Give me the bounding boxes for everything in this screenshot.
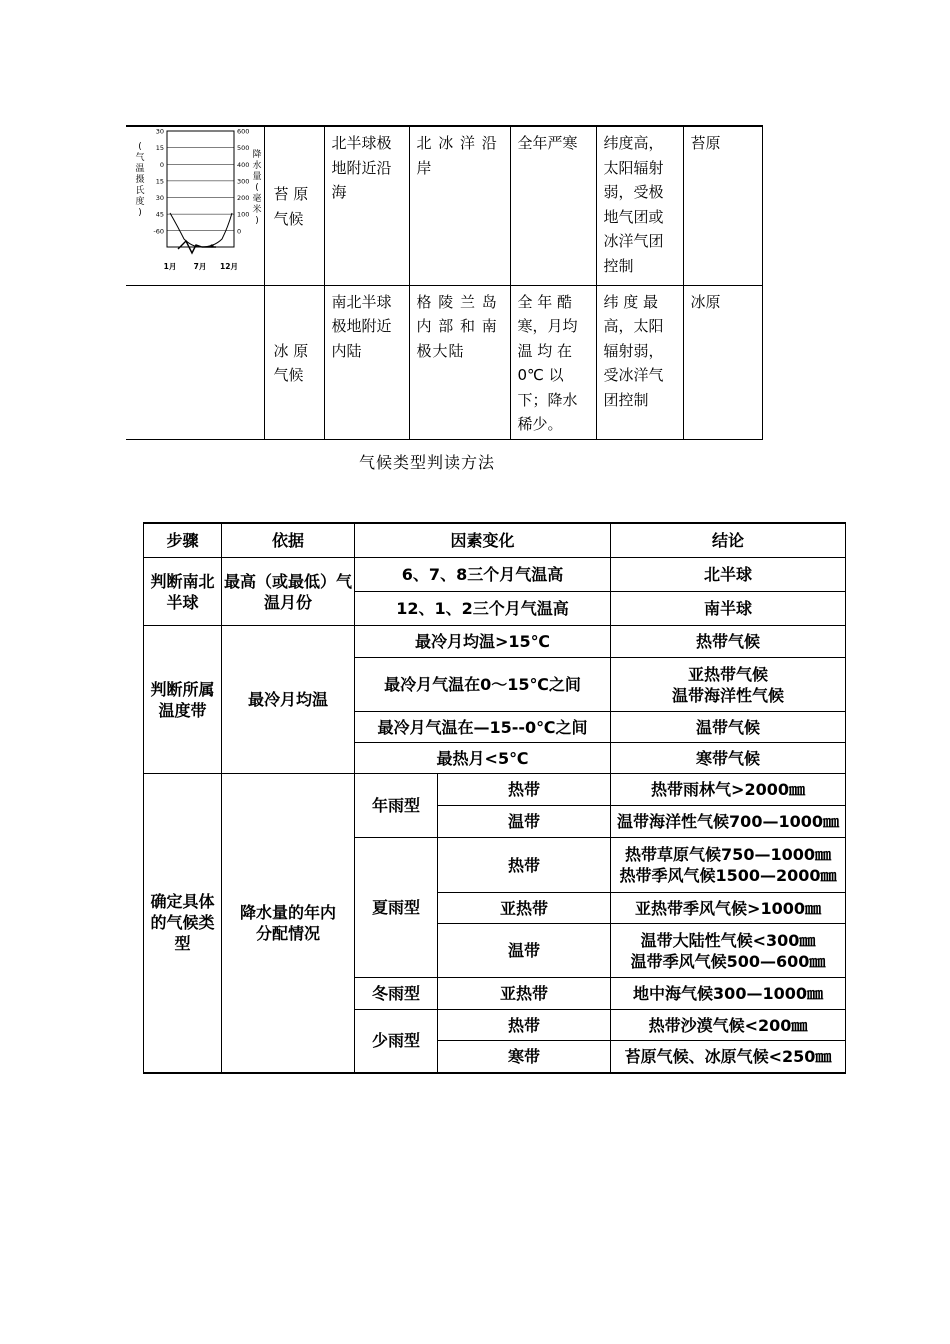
step-hemisphere: 判断南北半球 <box>144 558 222 626</box>
right-tick-label: 300 <box>237 177 250 186</box>
right-axis-label-char: ) <box>255 216 259 226</box>
left-tick-label: 45 <box>155 210 164 219</box>
factor-cell: 6、7、8三个月气温高 <box>355 558 611 592</box>
pattern-cell: 年雨型 <box>355 774 438 838</box>
right-tick-label: 400 <box>237 160 250 169</box>
x-tick-label: 12月 <box>220 262 238 271</box>
conclusion-cell: 地中海气候300—1000㎜ <box>611 978 846 1010</box>
tundra-distribution: 北半球极地附近沿海 <box>324 126 409 285</box>
factor-cell: 最热月<5℃ <box>355 743 611 774</box>
right-tick-label: 500 <box>237 144 250 153</box>
tundra-region: 北 冰 洋 沿 岸 <box>409 126 510 285</box>
zone-cell: 热带 <box>438 838 611 893</box>
conclusion-cell: 苔原气候、冰原气候<250㎜ <box>611 1041 846 1073</box>
section-caption: 气候类型判读方法 <box>358 453 495 472</box>
right-axis-label-char: ( <box>255 183 259 193</box>
table-row <box>144 626 846 658</box>
ice-cap-region: 格 陵 兰 岛 内 部 和 南 极大陆 <box>409 285 510 439</box>
right-tick-label: 100 <box>237 210 250 219</box>
conclusion-cell: 温带海洋性气候700—1000㎜ <box>611 806 846 838</box>
left-tick-label: 30 <box>155 194 164 203</box>
ice-cap-cause: 纬 度 最 高，太阳辐射弱，受冰洋气团控制 <box>596 285 683 439</box>
conclusion-cell: 热带沙漠气候<200㎜ <box>611 1010 846 1041</box>
conclusion-cell: 温带气候 <box>611 712 846 743</box>
left-axis-label-char: 温 <box>135 164 145 174</box>
conclusion-cell: 亚热带季风气候>1000㎜ <box>611 893 846 924</box>
right-tick-label: 600 <box>237 127 250 136</box>
left-tick-label: 30 <box>155 127 164 136</box>
basis-type: 降水量的年内分配情况 <box>222 774 355 1073</box>
step-zone: 判断所属温度带 <box>144 626 222 774</box>
zone-cell: 亚热带 <box>438 978 611 1010</box>
left-tick-label: 15 <box>155 144 164 153</box>
zone-cell: 温带 <box>438 924 611 978</box>
zone-cell: 热带 <box>438 1010 611 1041</box>
left-tick-label: 15 <box>155 177 164 186</box>
x-tick-label: 1月 <box>163 262 177 271</box>
factor-cell: 最冷月气温在—15--0℃之间 <box>355 712 611 743</box>
zone-cell: 亚热带 <box>438 893 611 924</box>
ice-cap-landscape: 冰原 <box>683 285 762 439</box>
pattern-cell: 夏雨型 <box>355 838 438 978</box>
tundra-feature: 全年严寒 <box>510 126 596 285</box>
header-conclusion: 结论 <box>611 523 846 558</box>
right-tick-label: 0 <box>237 227 242 236</box>
zone-cell: 寒带 <box>438 1041 611 1073</box>
right-axis-label-char: 米 <box>252 205 262 215</box>
temperature-curve <box>170 213 232 247</box>
left-axis-label-char: 氏 <box>135 186 145 196</box>
right-tick-label: 200 <box>237 194 250 203</box>
ice-cap-name: 冰 原 气候 <box>264 285 324 439</box>
header-step: 步骤 <box>144 523 222 558</box>
table-row <box>144 774 846 806</box>
conclusion-cell: 热带草原气候750—1000㎜ 热带季风气候1500—2000㎜ <box>611 838 846 893</box>
right-axis-label-char: 毫 <box>252 194 262 204</box>
left-axis-label-char: 摄 <box>135 175 145 185</box>
empty-chart-cell <box>126 285 264 439</box>
climate-method-table <box>143 522 846 1074</box>
tundra-climate-chart <box>126 127 263 277</box>
x-tick-label: 7月 <box>193 262 207 271</box>
left-axis-label-char: 度 <box>135 197 145 207</box>
conclusion-cell: 南半球 <box>611 592 846 626</box>
left-axis-label-char: ) <box>138 208 142 218</box>
tundra-landscape: 苔原 <box>683 126 762 285</box>
conclusion-cell: 热带气候 <box>611 626 846 658</box>
header-row <box>144 523 846 558</box>
step-type: 确定具体的气候类型 <box>144 774 222 1073</box>
pattern-cell: 冬雨型 <box>355 978 438 1010</box>
right-axis-label-char: 水 <box>252 161 262 171</box>
left-axis-label-char: ( <box>138 142 142 152</box>
tundra-cause: 纬度高，太阳辐射弱，受极地气团或冰洋气团控制 <box>596 126 683 285</box>
conclusion-cell: 北半球 <box>611 558 846 592</box>
basis-zone: 最冷月均温 <box>222 626 355 774</box>
right-axis-label-char: 量 <box>252 172 262 182</box>
zone-cell: 热带 <box>438 774 611 806</box>
right-axis-label-char: 降 <box>252 150 262 160</box>
ice-cap-feature: 全 年 酷 寒，月均 温 均 在 0℃ 以下；降水稀少。 <box>510 285 596 439</box>
pattern-cell: 少雨型 <box>355 1010 438 1073</box>
table-row <box>144 558 846 592</box>
header-factor: 因素变化 <box>355 523 611 558</box>
conclusion-cell: 寒带气候 <box>611 743 846 774</box>
climate-chart-cell <box>126 126 264 285</box>
header-basis: 依据 <box>222 523 355 558</box>
tundra-name: 苔 原 气候 <box>264 126 324 285</box>
zone-cell: 温带 <box>438 806 611 838</box>
factor-cell: 12、1、2三个月气温高 <box>355 592 611 626</box>
factor-cell: 最冷月气温在0～15℃之间 <box>355 658 611 712</box>
conclusion-cell: 温带大陆性气候<300㎜ 温带季风气候500—600㎜ <box>611 924 846 978</box>
conclusion-cell: 亚热带气候 温带海洋性气候 <box>611 658 846 712</box>
conclusion-cell: 热带雨林气>2000㎜ <box>611 774 846 806</box>
basis-hemisphere: 最高（或最低）气温月份 <box>222 558 355 626</box>
left-axis-label-char: 气 <box>135 153 145 163</box>
left-tick-label: 0 <box>159 160 164 169</box>
climate-table <box>126 125 763 440</box>
ice-cap-distribution: 南北半球极地附近内陆 <box>324 285 409 439</box>
left-tick-label: -60 <box>153 227 164 236</box>
factor-cell: 最冷月均温>15℃ <box>355 626 611 658</box>
